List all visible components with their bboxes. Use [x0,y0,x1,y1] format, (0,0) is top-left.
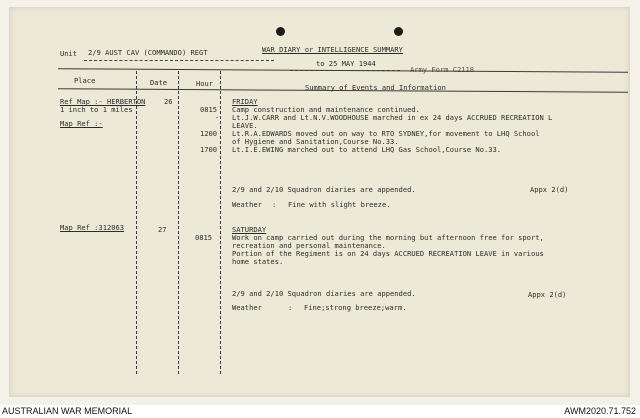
place-map-ref: Map Ref :312063 [60,223,125,232]
entry-text: Lt.I.E.EWING marched out to attend LHQ Gas School,Course No.33. [232,145,502,154]
footer-catalog-id: AWM2020.71.752 [564,406,636,416]
unit-underline [84,60,274,61]
entry-hour: 1700 [200,145,218,154]
army-form: Army Form C2118 [410,65,475,74]
appendix-ref: Appx 2(d) [530,185,569,194]
entry-text: LEAVE. [232,121,258,130]
column-header-hour: Hour [196,79,214,88]
unit-label: Unit [60,49,78,58]
date-range: to 25 MAY 1944 [316,59,376,68]
entry-text: Work on camp carried out during the morning but afternoon free for sport, [232,233,544,242]
weather-value: Fine with slight breeze. [288,200,391,209]
column-header-place: Place [74,76,96,85]
diary-title: WAR DIARY or INTELLIGENCE SUMMARY [262,45,403,54]
column-divider-hour [220,71,221,374]
place-map-ref: Map Ref :- [60,119,103,128]
entry-text: Lt.J.W.CARR and Lt.N.V.WOODHOUSE marched in ex 24 days ACCRUED RECREATION L [232,113,553,122]
appendix-ref: Appx 2(d) [528,290,567,299]
column-divider-place [136,71,137,374]
entry-date: 26 [164,97,173,106]
entry-hour: 0815 [195,233,213,242]
entry-date: 27 [158,225,167,234]
entry-text: recreation and personal maintenance. [232,241,386,250]
entry-text: Portion of the Regiment is on 24 days ACCRUED RECREATION LEAVE in various [232,249,544,258]
unit-value: 2/9 AUST CAV (COMMANDO) REGT [88,48,208,57]
entry-day: FRIDAY [232,97,258,106]
entry-day: SATURDAY [232,225,267,234]
entry-text: of Hygiene and Sanitation,Course No.33. [232,137,399,146]
footer-source: AUSTRALIAN WAR MEMORIAL [2,406,133,416]
column-header-summary: Summary of Events and Information [305,83,446,92]
place-scale: 1 inch to 1 miles [60,105,133,114]
entry-text: Lt.R.A.EDWARDS moved out on way to RTO SYDNEY,for movement to LHQ School [232,129,540,138]
entry-hour: 1200 [200,129,218,138]
appended-note: 2/9 and 2/10 Squadron diaries are appended. [232,289,416,298]
place-ref-map: Ref Map :- HERBERTON [60,97,146,106]
appended-note: 2/9 and 2/10 Squadron diaries are appended. [232,185,416,194]
weather-value: Fine;strong breeze;warm. [304,303,407,312]
column-header-date: Date [150,78,168,87]
weather-label: Weather [232,200,262,209]
punch-hole-left [276,27,285,36]
weather-colon: : [272,200,277,209]
punch-hole-right [394,27,403,36]
column-divider-date [178,71,179,374]
entry-hour: 0815 [200,105,218,114]
weather-label: Weather [232,303,262,312]
entry-text: home states. [232,257,284,266]
entry-text: Camp construction and maintenance continued. [232,105,420,114]
weather-colon: : [288,303,293,312]
entry-dash: - [215,113,220,122]
